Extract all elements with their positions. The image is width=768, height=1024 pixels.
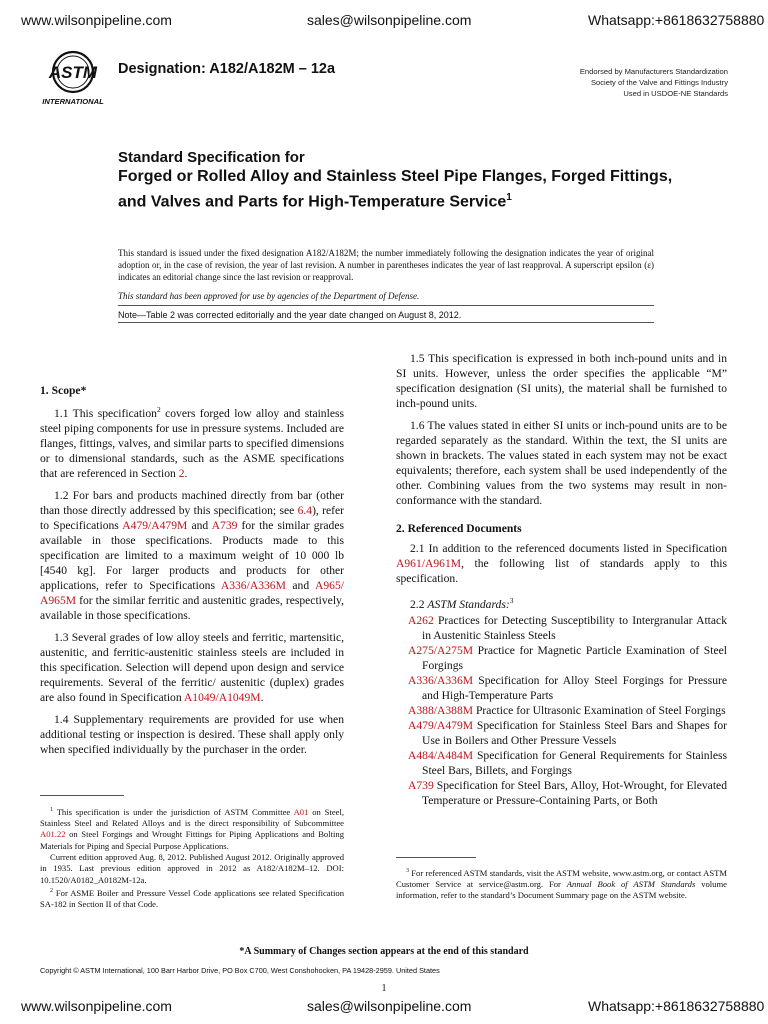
endorsement: Endorsed by Manufacturers Standardization Society of the Valve and Fittings Industry Used in USDOE-NE Standards <box>579 67 728 98</box>
reference-list <box>396 613 727 808</box>
footnote-rule <box>40 795 124 796</box>
reference-item: A262 Practices for Detecting Susceptibility to Intergranular Attack in Austenitic Stainless Steels <box>408 613 727 642</box>
footnote-3: $^3$ For referenced ASTM standards, visit the ASTM website, www.astm.org, or contact ASTM Customer Service at service@astm.org. For Annual Book of ASTM Standards volume information, refer to the standard’s Document Summary page on the ASTM website. <box>396 867 727 901</box>
footnote-1: $^1$ This specification is under the jurisdiction of ASTM Committee A01 on Steel, Stainless Steel and Related Alloys and is the direct responsibility of Subcommittee A01.22 on Steel Forgings and Wrought Fittings for Piping Applications and Bolting Materials for Piping and Special Purpose Applications. <box>40 806 344 851</box>
reference-item: A336/A336M Specification for Alloy Steel Forgings for Pressure and High-Temperature Parts <box>408 673 727 702</box>
website-link[interactable]: www.wilsonpipeline.com <box>21 998 172 1014</box>
dod-statement: This standard has been approved for use by agencies of the Department of Defense. <box>118 291 420 301</box>
left-column <box>40 383 344 757</box>
paragraph-1-6: 1.6 The values stated in either SI units or inch-pound units are to be regarded separately as the standard. Within the text, the SI units are shown in brackets. The values stated in each system may not be exact equivalents; therefore, each system shall be used independently of the other. Combining values from the two systems may result in non-conformance with the standard. <box>396 419 727 507</box>
title-prefix: Standard Specification for <box>118 149 305 166</box>
right-footnote <box>396 866 727 902</box>
footnote-rule <box>396 857 476 858</box>
reference-item: A388/A388M Practice for Ultrasonic Examination of Steel Forgings <box>408 703 726 717</box>
spec-link[interactable]: A336/A336M <box>220 578 286 592</box>
spec-link[interactable]: A1049/A1049M <box>183 690 261 704</box>
reference-link[interactable]: A388/A388M <box>408 703 474 717</box>
whatsapp-text: Whatsapp:+8618632758880 <box>588 998 765 1014</box>
spec-link[interactable]: A739 <box>211 518 238 532</box>
astm-logo <box>40 48 112 106</box>
paragraph-2-2: 2.2 ASTM Standards:$^3$ <box>410 596 514 611</box>
reference-item: A739 Specification for Steel Bars, Alloy, Hot-Wrought, for Elevated Temperature or Pressure-Containing Parts, or Both <box>408 778 727 807</box>
email-link[interactable]: sales@wilsonpipeline.com <box>307 998 472 1014</box>
paragraph-1-3: 1.3 Several grades of low alloy steels and ferritic, martensitic, austenitic, and ferritic-austenitic stainless steels are included in this specification. Selection will depend upon design and service requirements. Several of the ferritic/ austenitic (duplex) grades are also found in Specification A1049/A1049M. <box>40 630 344 704</box>
paragraph-1-2: 1.2 For bars and products machined directly from bar (other than those directly addressed by this specification; see 6.4), refer to Specifications A479/A479M and A739 for the similar grades available in those specifications. Products made to this specification are limited to a maximum weight of 10 000 lb [4540 kg]. For larger products and products for other applications, refer to Specifications A336/A336M and A965/ A965M for the similar ferritic and austenitic grades, respectively, available in those specifications. <box>40 488 345 622</box>
section-link[interactable]: 2 <box>178 466 185 480</box>
spec-link[interactable]: A479/A479M <box>122 518 188 532</box>
reference-link[interactable]: A275/A275M <box>408 643 474 657</box>
editorial-note: Note—Table 2 was corrected editorially and the year date changed on August 8, 2012. <box>118 310 462 320</box>
committee-link[interactable]: A01 <box>293 806 309 817</box>
right-column <box>396 351 727 808</box>
left-footnotes <box>40 805 344 910</box>
email-link[interactable]: sales@wilsonpipeline.com <box>307 12 472 28</box>
section-heading-scope: 1. Scope* <box>40 384 87 397</box>
reference-item: A479/A479M Specification for Stainless Steel Bars and Shapes for Use in Boilers and Other Pressure Vessels <box>408 718 727 747</box>
bottom-contact-bar <box>0 998 768 1022</box>
divider <box>118 305 654 306</box>
subcommittee-link[interactable]: A01.22 <box>40 829 66 840</box>
svg-text:ASTM: ASTM <box>48 63 98 82</box>
footnote-2: $^2$ For ASME Boiler and Pressure Vessel Code applications see related Specification SA-182 in Section II of that Code. <box>40 887 344 910</box>
paragraph-1-4: 1.4 Supplementary requirements are provided for use when additional testing or inspection is desired. These shall apply only when specified individually by the purchaser in the order. <box>40 712 344 756</box>
svg-text:INTERNATIONAL: INTERNATIONAL <box>42 97 104 106</box>
top-contact-bar <box>0 12 768 36</box>
section-heading-references: 2. Referenced Documents <box>396 522 522 535</box>
paragraph-1-1: 1.1 This specification$^2$ covers forged low alloy and stainless steel piping components for use in pressure systems. Included are flanges, fittings, valves, and similar parts to specified dimensions or to dimensional standards, such as the ASME specifications that are referenced in Section 2. <box>40 405 344 480</box>
reference-item: A275/A275M Practice for Magnetic Particle Examination of Steel Forgings <box>408 643 727 672</box>
paragraph-2-1: 2.1 In addition to the referenced documents listed in Specification A961/A961M, the following list of standards apply to this specification. <box>396 542 727 585</box>
page-number: 1 <box>381 983 387 994</box>
intro-paragraph: This standard is issued under the fixed designation A182/A182M; the number immediately following the designation indicates the year of original adoption or, in the case of revision, the year of last revision. A number in parentheses indicates the year of last reapproval. A superscript epsilon (ε) indicates an editorial change since the last revision or reapproval. <box>118 248 654 282</box>
spec-link[interactable]: A965/ A965M <box>40 578 344 607</box>
paragraph-1-5: 1.5 This specification is expressed in both inch-pound units and in SI units. However, unless the order specifies the applicable “M” specification designation (SI units), the material shall be furnished to inch-pound units. <box>396 352 727 410</box>
reference-link[interactable]: A336/A336M <box>408 673 474 687</box>
divider <box>118 322 654 323</box>
copyright-line: Copyright © ASTM International, 100 Barr Harbor Drive, PO Box C700, West Conshohocken, PA 19428-2959. United States <box>40 966 440 975</box>
designation: Designation: A182/A182M – 12a <box>118 61 336 77</box>
summary-of-changes-note: *A Summary of Changes section appears at the end of this standard <box>239 946 529 957</box>
reference-link[interactable]: A262 <box>408 613 434 627</box>
footnote-1-edition: Current edition approved Aug. 8, 2012. Published August 2012. Originally approved in 1935. Last previous edition approved in 2012 as A182/A182M–12. DOI: 10.1520/A0182_A0182M-12a. <box>40 852 344 885</box>
reference-link[interactable]: A484/A484M <box>408 748 474 762</box>
whatsapp-text: Whatsapp:+8618632758880 <box>588 12 765 28</box>
reference-item: A484/A484M Specification for General Requirements for Stainless Steel Bars, Billets, and Forgings <box>408 748 727 777</box>
website-link[interactable]: www.wilsonpipeline.com <box>21 12 172 28</box>
document-title: Forged or Rolled Alloy and Stainless Steel Pipe Flanges, Forged Fittings, and Valves and Parts for High-Temperature Service$^1$ <box>118 168 673 210</box>
reference-link[interactable]: A479/A479M <box>408 718 474 732</box>
section-link[interactable]: 6.4 <box>297 503 313 517</box>
spec-link[interactable]: A961/A961M <box>396 557 462 570</box>
reference-link[interactable]: A739 <box>408 778 434 792</box>
